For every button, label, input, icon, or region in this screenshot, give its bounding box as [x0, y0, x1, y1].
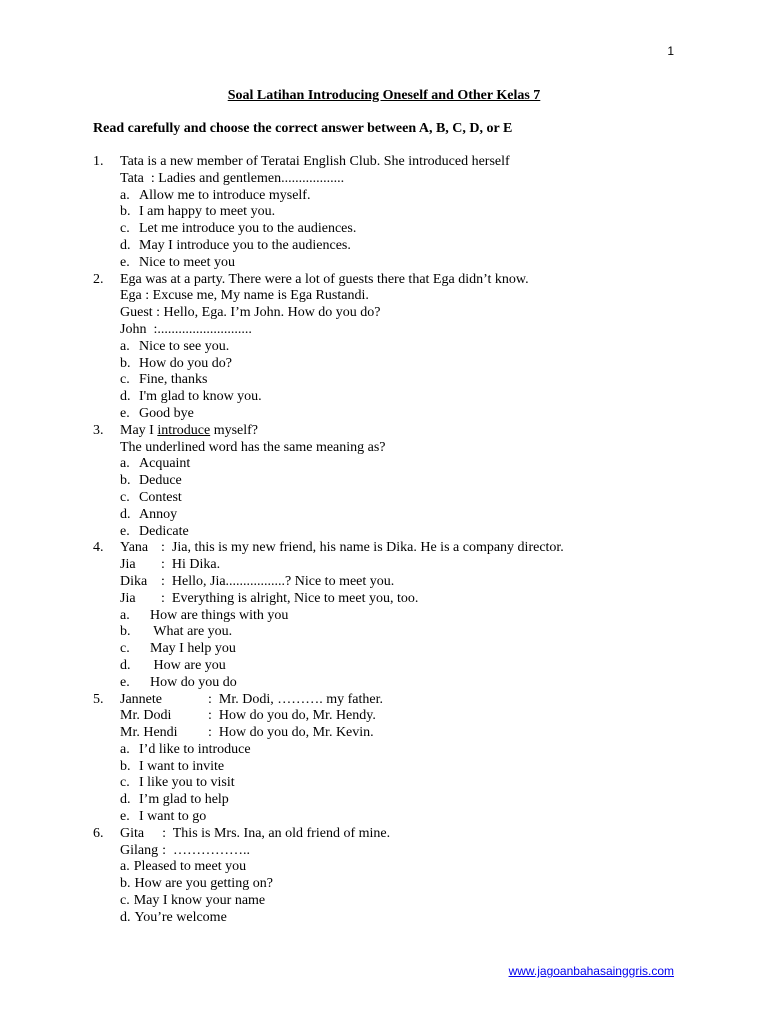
question-5: [93, 692, 693, 826]
question-6: [93, 826, 693, 927]
speaker: Dika: [120, 573, 148, 589]
option-letter: b.: [120, 758, 131, 774]
speaker: Jia: [120, 590, 136, 606]
dialog-text: : Everything is alright, Nice to meet you, too.: [161, 590, 419, 606]
question-text: Tata : Ladies and gentlemen..................: [120, 170, 345, 186]
question-text: [120, 423, 693, 440]
option-a[interactable]: [120, 339, 693, 356]
dialog-text: : Jia, this is my new friend, his name is Dika. He is a company director.: [161, 540, 564, 556]
option-letter: e.: [120, 809, 130, 825]
option-letter: b.: [120, 204, 131, 220]
option-letter: a.: [120, 338, 130, 354]
option-text: Nice to see you.: [139, 338, 230, 354]
option-a[interactable]: [120, 742, 693, 759]
option-letter: e.: [120, 523, 130, 539]
option-text: I want to go: [139, 809, 207, 825]
option-c[interactable]: [120, 893, 693, 910]
option-d[interactable]: [120, 658, 693, 675]
option-text: How do you do?: [139, 355, 232, 371]
option-text: How are you: [150, 657, 226, 673]
option-text: May I know your name: [133, 893, 266, 909]
speaker: Gilang: [120, 842, 159, 858]
question-number: 2.: [93, 271, 104, 287]
option-c[interactable]: [120, 372, 693, 389]
option-text: Pleased to meet you: [133, 859, 247, 875]
option-b[interactable]: [120, 204, 693, 221]
option-text: How do you do: [150, 674, 237, 690]
dialog-line: [120, 708, 693, 725]
option-text: How are you getting on?: [134, 876, 273, 892]
speaker: Gita: [120, 825, 145, 841]
option-text: Acquaint: [139, 456, 191, 472]
question-text: The underlined word has the same meaning as?: [120, 439, 386, 455]
option-d[interactable]: [120, 507, 693, 524]
option-letter: d.: [120, 792, 131, 808]
option-text: I'm glad to know you.: [139, 389, 262, 405]
page-title: Soal Latihan Introducing Oneself and Other Kelas 7: [227, 88, 541, 103]
option-text: Deduce: [139, 473, 182, 489]
option-letter: c.: [120, 641, 130, 657]
speaker: Jannete: [120, 691, 162, 707]
question-3: [93, 423, 693, 541]
option-e[interactable]: [120, 255, 693, 272]
question-2: [93, 272, 693, 423]
dialog-line: [120, 826, 693, 843]
option-d[interactable]: [120, 792, 693, 809]
question-1: [93, 154, 693, 272]
option-letter: c.: [120, 221, 130, 237]
dialog-text: : Hello, Jia.................? Nice to meet you.: [161, 573, 395, 589]
option-letter: c.: [120, 489, 130, 505]
option-c[interactable]: [120, 641, 693, 658]
dialog-line: [120, 574, 693, 591]
question-list: [93, 154, 693, 927]
option-a[interactable]: [120, 608, 693, 625]
option-b[interactable]: [120, 473, 693, 490]
option-letter: d.: [120, 389, 131, 405]
question-text: Tata is a new member of Teratai English Club. She introduced herself: [120, 154, 510, 169]
question-text: Guest : Hello, Ega. I’m John. How do you do?: [120, 305, 381, 321]
option-letter: c.: [120, 372, 130, 388]
option-letter: d.: [120, 657, 131, 673]
option-a[interactable]: [120, 188, 693, 205]
option-letter: d.: [120, 909, 131, 925]
option-e[interactable]: [120, 524, 693, 541]
option-a[interactable]: [120, 859, 693, 876]
dialog-text: : How do you do, Mr. Kevin.: [208, 725, 374, 741]
option-text: I’d like to introduce: [139, 741, 251, 757]
option-d[interactable]: [120, 910, 693, 927]
option-text: Annoy: [139, 506, 178, 522]
option-text: Dedicate: [139, 523, 189, 539]
option-text: I like you to visit: [139, 775, 235, 791]
speaker: Jia: [120, 557, 136, 573]
underlined-word: introduce: [157, 422, 211, 438]
option-text: I want to invite: [139, 758, 225, 774]
dialog-line: [120, 591, 693, 608]
dialog-text: : This is Mrs. Ina, an old friend of mine.: [148, 825, 391, 841]
question-number: 3.: [93, 422, 104, 438]
option-text: Allow me to introduce myself.: [139, 187, 311, 203]
question-4: [93, 540, 693, 691]
option-text: Let me introduce you to the audiences.: [139, 221, 357, 237]
option-e[interactable]: [120, 406, 693, 423]
option-c[interactable]: [120, 490, 693, 507]
question-number: 1.: [93, 154, 104, 169]
option-letter: b.: [120, 355, 131, 371]
option-b[interactable]: [120, 759, 693, 776]
question-text: Ega was at a party. There were a lot of guests there that Ega didn’t know.: [120, 271, 529, 287]
option-text: You’re welcome: [134, 909, 227, 925]
option-letter: a.: [120, 456, 130, 472]
question-text-prefix: May I: [120, 422, 158, 438]
dialog-line: [120, 725, 693, 742]
option-letter: a.: [120, 741, 130, 757]
instruction: Read carefully and choose the correct answer between A, B, C, D, or E: [93, 121, 513, 136]
option-letter: b.: [120, 624, 131, 640]
option-text: Contest: [139, 489, 182, 505]
option-d[interactable]: [120, 238, 693, 255]
dialog-text: : Hi Dika.: [161, 557, 221, 573]
option-text: May I help you: [150, 641, 236, 657]
option-text: How are things with you: [150, 607, 289, 623]
option-text: Fine, thanks: [139, 372, 208, 388]
option-c[interactable]: [120, 221, 693, 238]
question-text: Ega : Excuse me, My name is Ega Rustandi.: [120, 288, 369, 304]
option-letter: a.: [120, 607, 130, 623]
speaker: Mr. Dodi: [120, 708, 172, 724]
option-text: May I introduce you to the audiences.: [139, 237, 351, 253]
option-b[interactable]: [120, 624, 693, 641]
option-e[interactable]: [120, 675, 693, 692]
option-d[interactable]: [120, 389, 693, 406]
option-text: Good bye: [139, 405, 194, 421]
dialog-line: [120, 540, 693, 557]
dialog-line: [120, 557, 693, 574]
option-text: I am happy to meet you.: [139, 204, 276, 220]
option-letter: c.: [120, 775, 130, 791]
option-letter: d.: [120, 506, 131, 522]
dialog-text: : ……………..: [162, 842, 250, 858]
option-letter: b.: [120, 473, 131, 489]
dialog-text: : Mr. Dodi, ………. my father.: [208, 691, 383, 707]
option-b[interactable]: [120, 876, 693, 893]
page-number: 1: [667, 44, 674, 58]
option-letter: b.: [120, 876, 131, 892]
option-letter: a.: [120, 187, 130, 203]
dialog-line: [120, 692, 693, 709]
option-b[interactable]: [120, 356, 693, 373]
speaker: Yana: [120, 540, 149, 556]
option-c[interactable]: [120, 775, 693, 792]
option-letter: e.: [120, 674, 130, 690]
dialog-text: : How do you do, Mr. Hendy.: [208, 708, 376, 724]
option-a[interactable]: [120, 456, 693, 473]
option-letter: d.: [120, 237, 131, 253]
option-text: Nice to meet you: [139, 254, 236, 270]
option-letter: e.: [120, 405, 130, 421]
option-letter: a.: [120, 859, 130, 875]
question-number: 6.: [93, 825, 104, 841]
question-number: 4.: [93, 540, 104, 556]
dialog-line: [120, 843, 693, 860]
question-text-suffix: myself?: [210, 422, 259, 438]
option-text: I’m glad to help: [139, 792, 229, 808]
question-text: John :...........................: [120, 321, 252, 337]
question-number: 5.: [93, 691, 104, 707]
option-letter: e.: [120, 254, 130, 270]
option-letter: c.: [120, 893, 130, 909]
option-e[interactable]: [120, 809, 693, 826]
speaker: Mr. Hendi: [120, 725, 178, 741]
option-text: What are you.: [150, 624, 233, 640]
footer-website-link[interactable]: www.jagoanbahasainggris.com: [508, 964, 674, 978]
